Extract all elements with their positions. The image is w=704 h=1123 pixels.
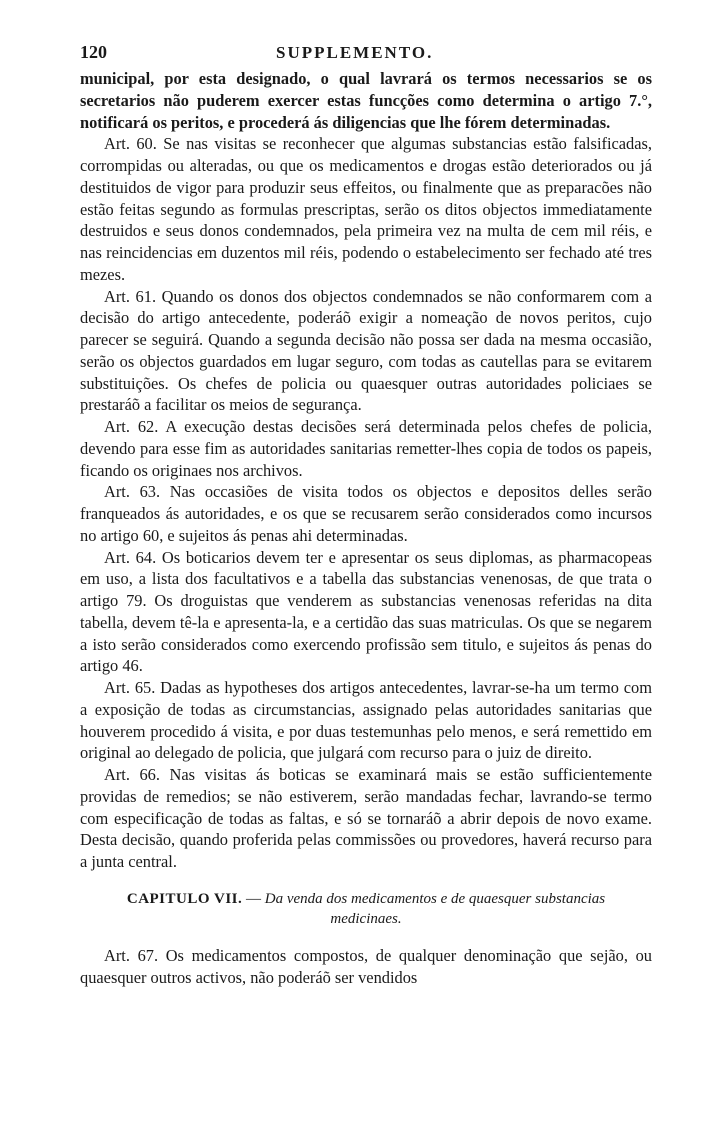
article-64: Art. 64. Os boticarios devem ter e apresentar os seus diplomas, as pharmacopeas em uso, a lista dos facultativos e a tabella das substancias venenosas, de que trata o artigo 79. Os droguistas que venderem as substancias venenosas referidas na dita tabella, devem tê-la e apresenta-la, e a certidão das suas matriculas. Os que se negarem a isto serão considerados como exercendo profissão sem titulo, e sujeitos ás penas do artigo 46. xyxy=(80,547,652,676)
paragraph-continuation: municipal, por esta designado, o qual lavrará os termos necessarios se os secretarios não puderem exercer estas funcções como determina o artigo 7.°, notificará os peritos, e procederá ás diligencias que lhe fórem determinadas. xyxy=(80,69,652,132)
article-62: Art. 62. A execução destas decisões será determinada pelos chefes de policia, devendo para esse fim as autoridades sanitarias remetter-lhes copia de todos os papeis, ficando os originaes nos archivos. xyxy=(80,417,652,480)
article-67: Art. 67. Os medicamentos compostos, de qualquer denominação que sejão, ou quaesquer outros activos, não poderáõ ser vendidos xyxy=(80,945,652,987)
document-page xyxy=(80,42,652,988)
article-61: Art. 61. Quando os donos dos objectos condemnados se não conformarem com a decisão do artigo antecedente, poderáõ exigir a nomeação de novos peritos, cujo parecer se seguirá. Quando a segunda decisão não possa ser dada na mesma occasião, serão os objectos guardados em lugar seguro, com todas as cautellas para se evitarem substituições. Os chefes de policia ou quaesquer outras autoridades policiaes se prestaráõ a facilitar os meios de segurança. xyxy=(80,286,652,415)
running-head: SUPPLEMENTO. xyxy=(276,43,434,62)
chapter-separator: — xyxy=(246,890,262,907)
page-header xyxy=(80,42,652,68)
article-65: Art. 65. Dadas as hypotheses dos artigos antecedentes, lavrar-se-ha um termo com a exposição de todas as circumstancias, assignado pelas autoridades sanitarias que houverem procedido á visita, e por duas testemunhas pelo menos, e será remettido em original ao delegado de policia, que julgará com recurso para o juiz de direito. xyxy=(80,678,652,763)
article-60: Art. 60. Se nas visitas se reconhecer que algumas substancias estão falsificadas, corrompidas ou alteradas, ou que os medicamentos e drogas estão deteriorados ou já destituidos de vigor para produzir seus effeitos, ou finalmente que as preparacões não estão feitas segundo as formulas prescriptas, serão os ditos objectos immediatamente destruidos e seus donos condemnados, pela primeira vez na multa de cem mil réis, e nas reincidencias em duzentos mil réis, podendo o estabelecimento ser fechado até tres mezes. xyxy=(80,134,652,284)
body-text xyxy=(80,68,652,873)
article-63: Art. 63. Nas occasiões de visita todos os objectos e depositos delles serão franqueados ás autoridades, e os que se recusarem serão considerados como incursos no artigo 60, e sujeitos ás penas ahi determinadas. xyxy=(80,482,652,545)
chapter-title: Da venda dos medicamentos e de quaesquer substancias medicinaes. xyxy=(264,890,606,927)
article-66: Art. 66. Nas visitas ás boticas se examinará mais se estão sufficientemente providas de remedios; se não estiverem, serão mandadas fechar, lavrando-se termo com especificação de todas as faltas, e só se tornaráõ a abrir depois de novo exame. Desta decisão, quando proferida pelas commissões ou provedores, haverá recurso para a junta central. xyxy=(80,765,652,871)
chapter-heading xyxy=(90,889,642,929)
page-number: 120 xyxy=(80,42,107,62)
chapter-label: CAPITULO VII. xyxy=(126,890,243,907)
